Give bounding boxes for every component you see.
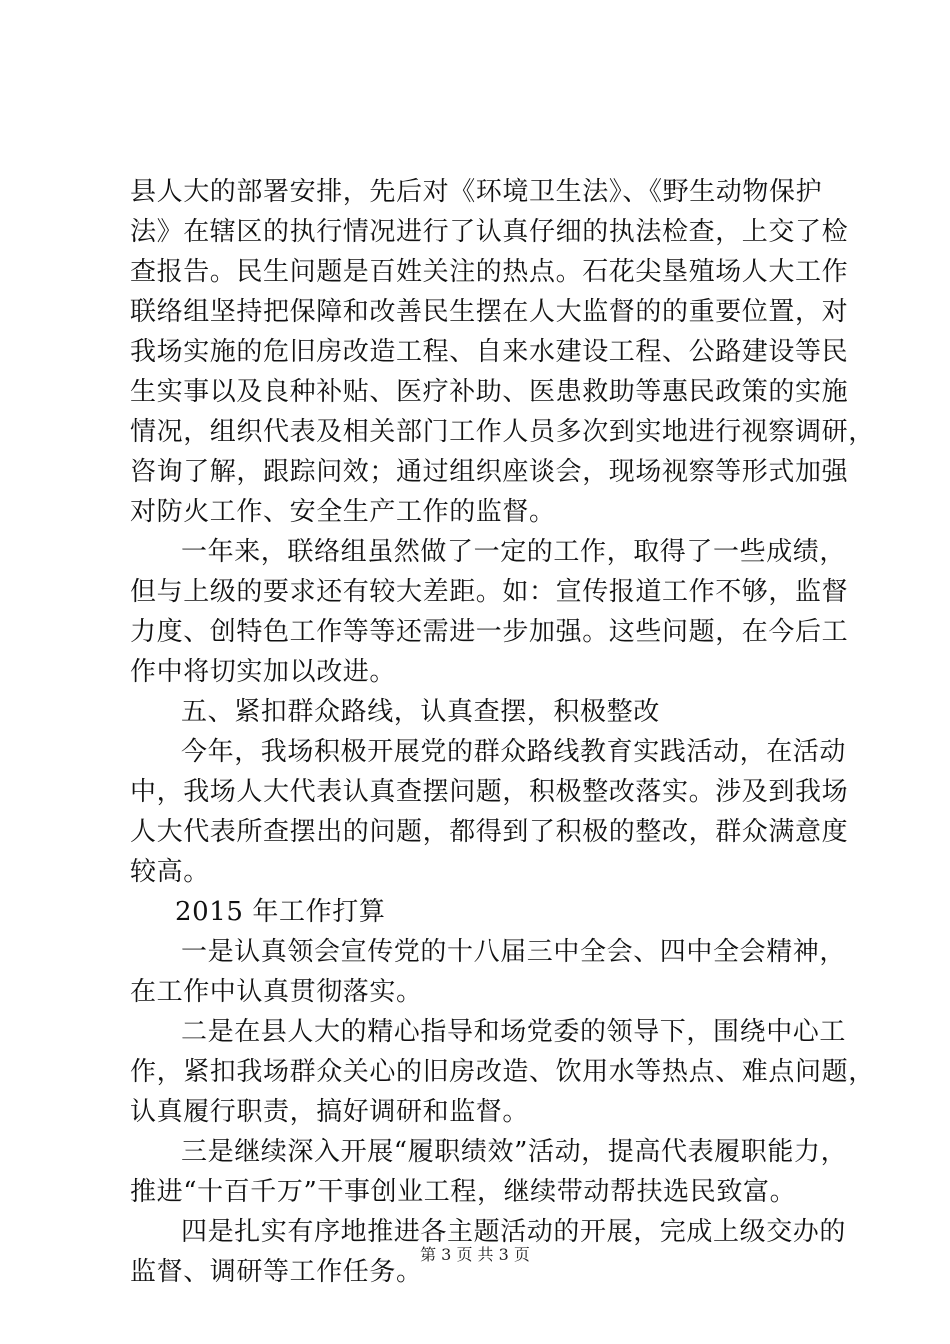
text-line-7: 情况，组织代表及相关部门工作人员多次到实地进行视察调研， xyxy=(130,417,875,447)
text-line-18: 较高。 xyxy=(130,857,210,887)
text-line-15: 今年，我场积极开展党的群众路线教育实践活动，在活动 xyxy=(181,737,847,767)
text-line-12: 力度、创特色工作等等还需进一步加强。这些问题，在今后工 xyxy=(130,617,849,647)
text-line-26: 推进“十百千万”干事创业工程，继续带动帮扶选民致富。 xyxy=(130,1177,797,1207)
text-line-13: 作中将切实加以改进。 xyxy=(130,657,397,687)
text-line-17: 人大代表所查摆出的问题，都得到了积极的整改，群众满意度 xyxy=(130,817,849,847)
text-line-8: 咨询了解，跟踪问效；通过组织座谈会，现场视察等形式加强 xyxy=(130,457,849,487)
text-line-22: 二是在县人大的精心指导和场党委的领导下，围绕中心工 xyxy=(181,1017,847,1047)
text-line-28: 监督、调研等工作任务。 xyxy=(130,1257,423,1287)
text-line-27: 四是扎实有序地推进各主题活动的开展，完成上级交办的 xyxy=(181,1217,847,1247)
text-line-16: 中，我场人大代表认真查摆问题，积极整改落实。涉及到我场 xyxy=(130,777,849,807)
text-line-4: 联络组坚持把保障和改善民生摆在人大监督的的重要位置，对 xyxy=(130,297,849,327)
text-line-1: 县人大的部署安排，先后对《环境卫生法》、《野生动物保护 xyxy=(130,177,823,207)
text-line-2: 法》在辖区的执行情况进行了认真仔细的执法检查，上交了检 xyxy=(130,217,849,247)
text-line-20: 一是认真领会宣传党的十八届三中全会、四中全会精神， xyxy=(181,937,847,967)
text-line-23: 作，紧扣我场群众关心的旧房改造、饮用水等热点、难点问题， xyxy=(130,1057,875,1087)
text-line-3: 查报告。民生问题是百姓关注的热点。石花尖垦殖场人大工作 xyxy=(130,257,849,287)
text-line-21: 在工作中认真贯彻落实。 xyxy=(130,977,423,1007)
text-line-6: 生实事以及良种补贴、医疗补助、医患救助等惠民政策的实施 xyxy=(130,377,849,407)
text-line-10: 一年来，联络组虽然做了一定的工作，取得了一些成绩， xyxy=(181,537,847,567)
text-line-5: 我场实施的危旧房改造工程、自来水建设工程、公路建设等民 xyxy=(130,337,849,367)
page-footer: 第 3 页 共 3 页 xyxy=(420,1245,530,1264)
section-heading: 五、紧扣群众路线，认真查摆，积极整改 xyxy=(181,697,660,727)
text-line-9: 对防火工作、安全生产工作的监督。 xyxy=(130,497,556,527)
text-line-24: 认真履行职责，搞好调研和监督。 xyxy=(130,1097,530,1127)
plan-heading: 2015 年工作打算 xyxy=(175,897,386,927)
text-line-25: 三是继续深入开展“履职绩效”活动，提高代表履职能力， xyxy=(181,1137,848,1167)
text-line-11: 但与上级的要求还有较大差距。如：宣传报道工作不够，监督 xyxy=(130,577,849,607)
